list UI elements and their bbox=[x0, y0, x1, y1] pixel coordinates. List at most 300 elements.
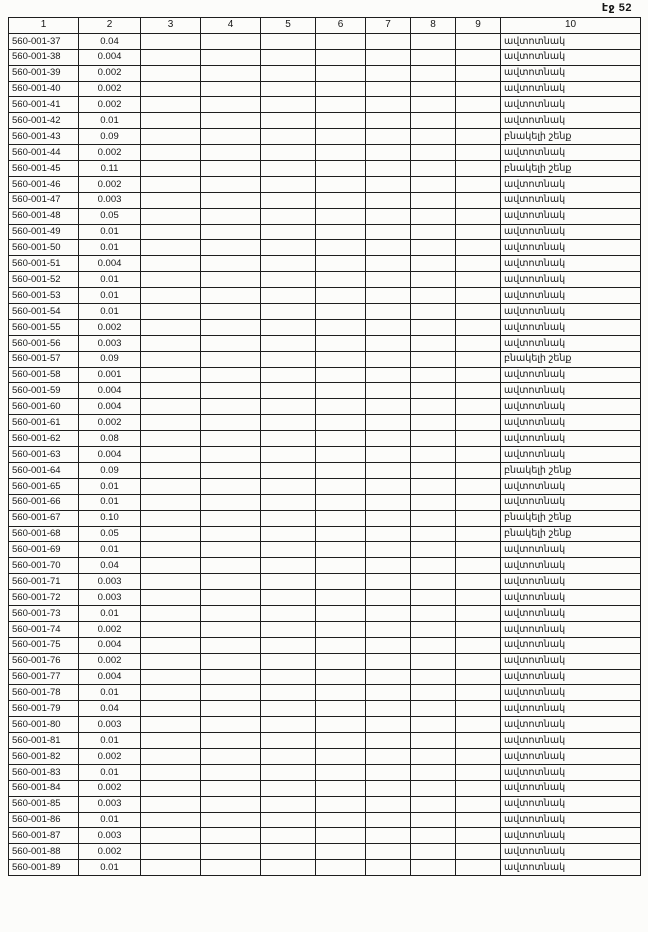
parcel-code-cell: 560-001-87 bbox=[9, 828, 79, 844]
table-row bbox=[9, 224, 641, 240]
parcel-code-cell: 560-001-77 bbox=[9, 669, 79, 685]
empty-cell bbox=[201, 192, 261, 208]
empty-cell bbox=[141, 81, 201, 97]
empty-cell bbox=[366, 510, 411, 526]
empty-cell bbox=[456, 764, 501, 780]
empty-cell bbox=[261, 224, 316, 240]
empty-cell bbox=[201, 526, 261, 542]
empty-cell bbox=[261, 415, 316, 431]
table-row bbox=[9, 383, 641, 399]
empty-cell bbox=[316, 717, 366, 733]
parcel-code-cell: 560-001-65 bbox=[9, 478, 79, 494]
table-row bbox=[9, 717, 641, 733]
empty-cell bbox=[141, 129, 201, 145]
empty-cell bbox=[141, 97, 201, 113]
building-type-cell: ավտոտնակ bbox=[501, 574, 641, 590]
empty-cell bbox=[141, 161, 201, 177]
area-value-cell: 0.01 bbox=[79, 272, 141, 288]
empty-cell bbox=[456, 319, 501, 335]
building-type-cell: ավտոտնակ bbox=[501, 97, 641, 113]
parcel-code-cell: 560-001-81 bbox=[9, 733, 79, 749]
parcel-code-cell: 560-001-43 bbox=[9, 129, 79, 145]
empty-cell bbox=[141, 685, 201, 701]
empty-cell bbox=[411, 224, 456, 240]
building-type-cell: ավտոտնակ bbox=[501, 653, 641, 669]
area-value-cell: 0.01 bbox=[79, 494, 141, 510]
parcel-code-cell: 560-001-56 bbox=[9, 335, 79, 351]
empty-cell bbox=[261, 605, 316, 621]
empty-cell bbox=[316, 574, 366, 590]
parcel-code-cell: 560-001-72 bbox=[9, 590, 79, 606]
empty-cell bbox=[411, 590, 456, 606]
empty-cell bbox=[316, 590, 366, 606]
parcel-code-cell: 560-001-69 bbox=[9, 542, 79, 558]
empty-cell bbox=[141, 431, 201, 447]
empty-cell bbox=[456, 272, 501, 288]
building-type-cell: ավտոտնակ bbox=[501, 844, 641, 860]
empty-cell bbox=[456, 240, 501, 256]
empty-cell bbox=[411, 701, 456, 717]
empty-cell bbox=[456, 97, 501, 113]
building-type-cell: բնակելի շենք bbox=[501, 510, 641, 526]
area-value-cell: 0.10 bbox=[79, 510, 141, 526]
building-type-cell: ավտոտնակ bbox=[501, 780, 641, 796]
empty-cell bbox=[261, 574, 316, 590]
empty-cell bbox=[261, 526, 316, 542]
empty-cell bbox=[366, 733, 411, 749]
empty-cell bbox=[261, 637, 316, 653]
table-row bbox=[9, 65, 641, 81]
empty-cell bbox=[411, 558, 456, 574]
parcel-code-cell: 560-001-79 bbox=[9, 701, 79, 717]
empty-cell bbox=[141, 288, 201, 304]
empty-cell bbox=[201, 748, 261, 764]
empty-cell bbox=[141, 304, 201, 320]
parcel-code-cell: 560-001-55 bbox=[9, 319, 79, 335]
table-row bbox=[9, 256, 641, 272]
table-row bbox=[9, 733, 641, 749]
building-type-cell: ավտոտնակ bbox=[501, 494, 641, 510]
area-value-cell: 0.09 bbox=[79, 462, 141, 478]
empty-cell bbox=[366, 462, 411, 478]
empty-cell bbox=[456, 462, 501, 478]
parcel-code-cell: 560-001-66 bbox=[9, 494, 79, 510]
empty-cell bbox=[141, 383, 201, 399]
empty-cell bbox=[366, 447, 411, 463]
empty-cell bbox=[366, 176, 411, 192]
empty-cell bbox=[366, 240, 411, 256]
parcel-code-cell: 560-001-52 bbox=[9, 272, 79, 288]
empty-cell bbox=[456, 796, 501, 812]
empty-cell bbox=[411, 828, 456, 844]
area-value-cell: 0.002 bbox=[79, 65, 141, 81]
table-row bbox=[9, 176, 641, 192]
table-row bbox=[9, 431, 641, 447]
parcel-code-cell: 560-001-88 bbox=[9, 844, 79, 860]
empty-cell bbox=[456, 81, 501, 97]
parcel-code-cell: 560-001-82 bbox=[9, 748, 79, 764]
parcel-code-cell: 560-001-54 bbox=[9, 304, 79, 320]
empty-cell bbox=[201, 304, 261, 320]
empty-cell bbox=[456, 351, 501, 367]
table-row bbox=[9, 415, 641, 431]
empty-cell bbox=[366, 494, 411, 510]
empty-cell bbox=[411, 637, 456, 653]
empty-cell bbox=[201, 383, 261, 399]
area-value-cell: 0.003 bbox=[79, 192, 141, 208]
empty-cell bbox=[141, 399, 201, 415]
area-value-cell: 0.004 bbox=[79, 399, 141, 415]
area-value-cell: 0.003 bbox=[79, 828, 141, 844]
table-row bbox=[9, 335, 641, 351]
table-row bbox=[9, 748, 641, 764]
parcel-code-cell: 560-001-64 bbox=[9, 462, 79, 478]
empty-cell bbox=[366, 621, 411, 637]
empty-cell bbox=[366, 33, 411, 49]
area-value-cell: 0.001 bbox=[79, 367, 141, 383]
empty-cell bbox=[366, 208, 411, 224]
area-value-cell: 0.003 bbox=[79, 335, 141, 351]
empty-cell bbox=[261, 367, 316, 383]
empty-cell bbox=[316, 383, 366, 399]
empty-cell bbox=[366, 304, 411, 320]
empty-cell bbox=[201, 240, 261, 256]
empty-cell bbox=[261, 685, 316, 701]
empty-cell bbox=[411, 33, 456, 49]
empty-cell bbox=[411, 733, 456, 749]
empty-cell bbox=[366, 478, 411, 494]
empty-cell bbox=[456, 844, 501, 860]
empty-cell bbox=[316, 510, 366, 526]
empty-cell bbox=[316, 33, 366, 49]
empty-cell bbox=[261, 701, 316, 717]
table-row bbox=[9, 685, 641, 701]
empty-cell bbox=[411, 383, 456, 399]
area-value-cell: 0.004 bbox=[79, 669, 141, 685]
empty-cell bbox=[316, 319, 366, 335]
parcel-code-cell: 560-001-45 bbox=[9, 161, 79, 177]
building-type-cell: ավտոտնակ bbox=[501, 415, 641, 431]
empty-cell bbox=[141, 828, 201, 844]
empty-cell bbox=[411, 844, 456, 860]
empty-cell bbox=[366, 399, 411, 415]
empty-cell bbox=[316, 828, 366, 844]
empty-cell bbox=[316, 335, 366, 351]
empty-cell bbox=[366, 669, 411, 685]
column-header-3: 3 bbox=[141, 18, 201, 34]
empty-cell bbox=[201, 415, 261, 431]
area-value-cell: 0.002 bbox=[79, 748, 141, 764]
empty-cell bbox=[201, 685, 261, 701]
empty-cell bbox=[411, 319, 456, 335]
building-type-cell: բնակելի շենք bbox=[501, 161, 641, 177]
empty-cell bbox=[456, 129, 501, 145]
area-value-cell: 0.01 bbox=[79, 542, 141, 558]
empty-cell bbox=[261, 113, 316, 129]
empty-cell bbox=[261, 431, 316, 447]
empty-cell bbox=[411, 240, 456, 256]
empty-cell bbox=[141, 733, 201, 749]
area-value-cell: 0.01 bbox=[79, 860, 141, 876]
empty-cell bbox=[456, 478, 501, 494]
building-type-cell: ավտոտնակ bbox=[501, 113, 641, 129]
empty-cell bbox=[201, 812, 261, 828]
empty-cell bbox=[456, 748, 501, 764]
building-type-cell: ավտոտնակ bbox=[501, 733, 641, 749]
empty-cell bbox=[316, 478, 366, 494]
building-type-cell: ավտոտնակ bbox=[501, 637, 641, 653]
parcel-code-cell: 560-001-50 bbox=[9, 240, 79, 256]
page-number-label: էջ 52 bbox=[601, 2, 632, 14]
building-type-cell: բնակելի շենք bbox=[501, 129, 641, 145]
building-type-cell: ավտոտնակ bbox=[501, 367, 641, 383]
area-value-cell: 0.002 bbox=[79, 176, 141, 192]
building-type-cell: ավտոտնակ bbox=[501, 828, 641, 844]
parcel-code-cell: 560-001-53 bbox=[9, 288, 79, 304]
empty-cell bbox=[411, 208, 456, 224]
empty-cell bbox=[201, 462, 261, 478]
building-type-cell: ավտոտնակ bbox=[501, 33, 641, 49]
empty-cell bbox=[201, 145, 261, 161]
table-row bbox=[9, 621, 641, 637]
empty-cell bbox=[261, 669, 316, 685]
empty-cell bbox=[366, 256, 411, 272]
empty-cell bbox=[316, 240, 366, 256]
empty-cell bbox=[411, 113, 456, 129]
empty-cell bbox=[456, 542, 501, 558]
building-type-cell: ավտոտնակ bbox=[501, 65, 641, 81]
table-row bbox=[9, 526, 641, 542]
table-row bbox=[9, 494, 641, 510]
empty-cell bbox=[366, 431, 411, 447]
empty-cell bbox=[261, 860, 316, 876]
empty-cell bbox=[456, 558, 501, 574]
empty-cell bbox=[201, 733, 261, 749]
empty-cell bbox=[366, 145, 411, 161]
empty-cell bbox=[261, 399, 316, 415]
parcel-code-cell: 560-001-46 bbox=[9, 176, 79, 192]
empty-cell bbox=[261, 97, 316, 113]
empty-cell bbox=[366, 383, 411, 399]
empty-cell bbox=[366, 748, 411, 764]
empty-cell bbox=[141, 621, 201, 637]
building-type-cell: ավտոտնակ bbox=[501, 796, 641, 812]
column-header-2: 2 bbox=[79, 18, 141, 34]
empty-cell bbox=[316, 256, 366, 272]
empty-cell bbox=[316, 526, 366, 542]
building-type-cell: բնակելի շենք bbox=[501, 462, 641, 478]
area-value-cell: 0.004 bbox=[79, 49, 141, 65]
empty-cell bbox=[201, 288, 261, 304]
empty-cell bbox=[141, 717, 201, 733]
empty-cell bbox=[141, 510, 201, 526]
empty-cell bbox=[261, 383, 316, 399]
empty-cell bbox=[201, 637, 261, 653]
empty-cell bbox=[456, 494, 501, 510]
empty-cell bbox=[141, 113, 201, 129]
parcel-code-cell: 560-001-76 bbox=[9, 653, 79, 669]
empty-cell bbox=[261, 462, 316, 478]
parcel-code-cell: 560-001-42 bbox=[9, 113, 79, 129]
area-value-cell: 0.04 bbox=[79, 558, 141, 574]
empty-cell bbox=[201, 669, 261, 685]
column-header-7: 7 bbox=[366, 18, 411, 34]
empty-cell bbox=[316, 748, 366, 764]
empty-cell bbox=[261, 272, 316, 288]
building-type-cell: ավտոտնակ bbox=[501, 542, 641, 558]
empty-cell bbox=[141, 319, 201, 335]
empty-cell bbox=[316, 733, 366, 749]
table-row bbox=[9, 33, 641, 49]
parcel-code-cell: 560-001-89 bbox=[9, 860, 79, 876]
empty-cell bbox=[456, 510, 501, 526]
parcel-code-cell: 560-001-71 bbox=[9, 574, 79, 590]
empty-cell bbox=[366, 590, 411, 606]
area-value-cell: 0.01 bbox=[79, 605, 141, 621]
empty-cell bbox=[411, 431, 456, 447]
empty-cell bbox=[201, 335, 261, 351]
empty-cell bbox=[201, 176, 261, 192]
empty-cell bbox=[366, 526, 411, 542]
empty-cell bbox=[201, 33, 261, 49]
empty-cell bbox=[411, 526, 456, 542]
empty-cell bbox=[201, 367, 261, 383]
empty-cell bbox=[411, 494, 456, 510]
area-value-cell: 0.002 bbox=[79, 621, 141, 637]
empty-cell bbox=[141, 447, 201, 463]
empty-cell bbox=[456, 717, 501, 733]
empty-cell bbox=[366, 129, 411, 145]
empty-cell bbox=[366, 65, 411, 81]
empty-cell bbox=[316, 860, 366, 876]
empty-cell bbox=[141, 574, 201, 590]
empty-cell bbox=[411, 542, 456, 558]
empty-cell bbox=[316, 764, 366, 780]
area-value-cell: 0.002 bbox=[79, 97, 141, 113]
empty-cell bbox=[366, 701, 411, 717]
empty-cell bbox=[456, 304, 501, 320]
empty-cell bbox=[411, 764, 456, 780]
empty-cell bbox=[366, 717, 411, 733]
building-type-cell: ավտոտնակ bbox=[501, 447, 641, 463]
empty-cell bbox=[316, 351, 366, 367]
empty-cell bbox=[141, 605, 201, 621]
building-type-cell: ավտոտնակ bbox=[501, 304, 641, 320]
building-type-cell: ավտոտնակ bbox=[501, 812, 641, 828]
empty-cell bbox=[411, 462, 456, 478]
empty-cell bbox=[141, 558, 201, 574]
empty-cell bbox=[316, 431, 366, 447]
area-value-cell: 0.002 bbox=[79, 415, 141, 431]
empty-cell bbox=[141, 526, 201, 542]
empty-cell bbox=[316, 542, 366, 558]
parcel-code-cell: 560-001-83 bbox=[9, 764, 79, 780]
empty-cell bbox=[261, 478, 316, 494]
parcel-code-cell: 560-001-37 bbox=[9, 33, 79, 49]
building-type-cell: ավտոտնակ bbox=[501, 335, 641, 351]
empty-cell bbox=[201, 605, 261, 621]
empty-cell bbox=[366, 335, 411, 351]
building-type-cell: բնակելի շենք bbox=[501, 351, 641, 367]
parcel-code-cell: 560-001-63 bbox=[9, 447, 79, 463]
empty-cell bbox=[261, 748, 316, 764]
empty-cell bbox=[456, 256, 501, 272]
empty-cell bbox=[366, 637, 411, 653]
empty-cell bbox=[141, 240, 201, 256]
empty-cell bbox=[366, 192, 411, 208]
table-row bbox=[9, 367, 641, 383]
empty-cell bbox=[366, 97, 411, 113]
empty-cell bbox=[201, 796, 261, 812]
empty-cell bbox=[261, 764, 316, 780]
empty-cell bbox=[411, 81, 456, 97]
empty-cell bbox=[411, 685, 456, 701]
empty-cell bbox=[456, 780, 501, 796]
empty-cell bbox=[366, 796, 411, 812]
parcel-code-cell: 560-001-44 bbox=[9, 145, 79, 161]
empty-cell bbox=[201, 49, 261, 65]
empty-cell bbox=[261, 33, 316, 49]
empty-cell bbox=[201, 558, 261, 574]
empty-cell bbox=[141, 367, 201, 383]
table-row bbox=[9, 81, 641, 97]
area-value-cell: 0.01 bbox=[79, 304, 141, 320]
empty-cell bbox=[316, 192, 366, 208]
empty-cell bbox=[141, 780, 201, 796]
parcel-code-cell: 560-001-75 bbox=[9, 637, 79, 653]
empty-cell bbox=[201, 494, 261, 510]
building-type-cell: ավտոտնակ bbox=[501, 81, 641, 97]
parcel-code-cell: 560-001-85 bbox=[9, 796, 79, 812]
area-value-cell: 0.11 bbox=[79, 161, 141, 177]
empty-cell bbox=[411, 161, 456, 177]
empty-cell bbox=[261, 81, 316, 97]
empty-cell bbox=[366, 49, 411, 65]
empty-cell bbox=[366, 860, 411, 876]
empty-cell bbox=[456, 288, 501, 304]
empty-cell bbox=[201, 828, 261, 844]
empty-cell bbox=[261, 49, 316, 65]
empty-cell bbox=[316, 669, 366, 685]
empty-cell bbox=[261, 176, 316, 192]
empty-cell bbox=[201, 510, 261, 526]
building-type-cell: ավտոտնակ bbox=[501, 701, 641, 717]
empty-cell bbox=[366, 812, 411, 828]
empty-cell bbox=[261, 653, 316, 669]
empty-cell bbox=[261, 351, 316, 367]
empty-cell bbox=[456, 145, 501, 161]
empty-cell bbox=[261, 796, 316, 812]
building-type-cell: ավտոտնակ bbox=[501, 240, 641, 256]
empty-cell bbox=[366, 224, 411, 240]
area-value-cell: 0.004 bbox=[79, 383, 141, 399]
empty-cell bbox=[201, 81, 261, 97]
empty-cell bbox=[411, 129, 456, 145]
building-type-cell: ավտոտնակ bbox=[501, 431, 641, 447]
table-row bbox=[9, 97, 641, 113]
building-type-cell: ավտոտնակ bbox=[501, 192, 641, 208]
empty-cell bbox=[201, 542, 261, 558]
empty-cell bbox=[316, 272, 366, 288]
area-value-cell: 0.01 bbox=[79, 764, 141, 780]
table-body bbox=[9, 33, 641, 875]
building-type-cell: ավտոտնակ bbox=[501, 685, 641, 701]
empty-cell bbox=[316, 605, 366, 621]
table-row bbox=[9, 796, 641, 812]
area-value-cell: 0.003 bbox=[79, 717, 141, 733]
empty-cell bbox=[141, 415, 201, 431]
empty-cell bbox=[366, 558, 411, 574]
